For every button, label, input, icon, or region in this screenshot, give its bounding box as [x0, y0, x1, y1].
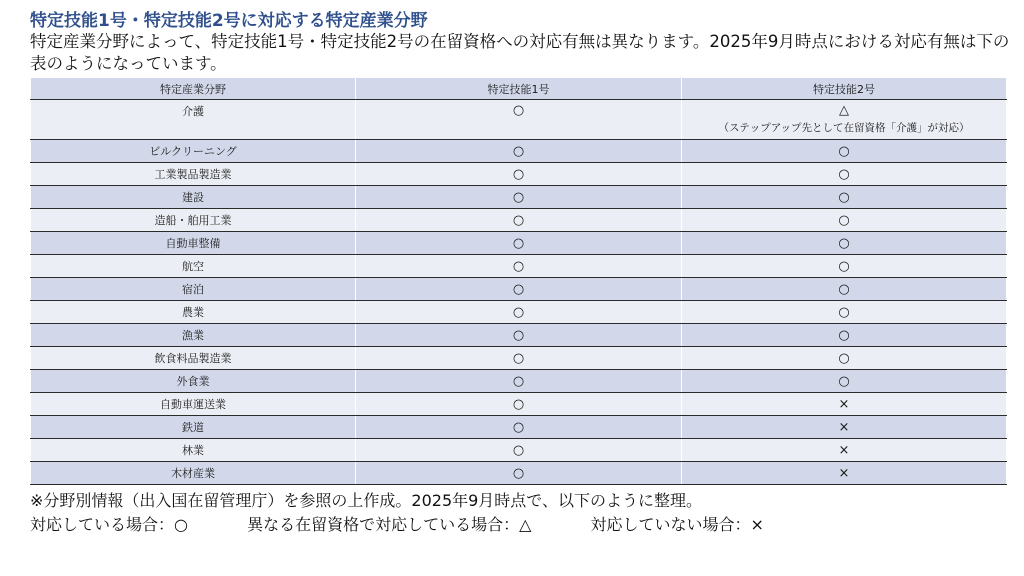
cell-t2: [682, 324, 1007, 347]
cell-t1: [356, 140, 682, 163]
cell-t1: [356, 324, 682, 347]
cell-t2: [682, 370, 1007, 393]
mark-t2: ○: [838, 258, 850, 274]
table-row: [31, 439, 1007, 462]
mark-t2: ○: [838, 304, 850, 320]
mark-t1: ○: [512, 419, 525, 435]
cell-t2: [682, 278, 1007, 301]
table-row: [31, 278, 1007, 301]
cell-t1: [356, 186, 682, 209]
cell-t1: [356, 462, 682, 485]
table-row: [31, 140, 1007, 163]
cell-t2: [682, 347, 1007, 370]
table-row: [31, 462, 1007, 485]
mark-t2: ○: [838, 281, 850, 297]
cell-field: 航空: [31, 255, 356, 278]
table-row: [31, 163, 1007, 186]
page-title: 特定技能1号・特定技能2号に対応する特定産業分野: [30, 11, 428, 31]
mark-t2: ○: [838, 143, 850, 159]
header-tokutei-1: 特定技能1号: [356, 78, 682, 100]
mark-t1: ○: [512, 189, 525, 205]
cell-t1: [356, 278, 682, 301]
mark-t2: ○: [838, 235, 850, 251]
cell-t1: [356, 209, 682, 232]
mark-t1: ○: [512, 235, 525, 251]
cell-t2: [682, 186, 1007, 209]
mark-t2: ○: [838, 327, 850, 343]
cell-t2: [682, 416, 1007, 439]
cell-t2: [682, 439, 1007, 462]
cell-t1: [356, 100, 682, 140]
intro-text: 特定産業分野によって、特定技能1号・特定技能2号の在留資格への対応有無は異なります。2025年9月時点における対応有無は下の表のようになっています。: [30, 32, 1010, 73]
table-row: [31, 255, 1007, 278]
cell-field: 介護: [31, 100, 356, 140]
cell-field: 農業: [31, 301, 356, 324]
mark-t2: ×: [838, 442, 850, 458]
cell-field: 外食業: [31, 370, 356, 393]
mark-t1: ○: [512, 281, 525, 297]
cell-t1: [356, 347, 682, 370]
mark-t2: ○: [838, 166, 850, 182]
cell-t2: [682, 209, 1007, 232]
mark-t2: ○: [838, 189, 850, 205]
mark-t1: ○: [512, 442, 525, 458]
mark-t1: ○: [512, 212, 525, 228]
cell-t1: [356, 416, 682, 439]
cell-t1: [356, 301, 682, 324]
table-row: [31, 416, 1007, 439]
cell-field: 宿泊: [31, 278, 356, 301]
mark-t2: ×: [838, 465, 850, 481]
table-row: [31, 100, 1007, 140]
mark-t1: ○: [512, 143, 525, 159]
cell-t2: [682, 462, 1007, 485]
mark-t1: ○: [512, 350, 525, 366]
mark-t2: △: [839, 103, 849, 118]
table-row: [31, 209, 1007, 232]
cell-t2: [682, 301, 1007, 324]
cell-field: ビルクリーニング: [31, 140, 356, 163]
table-row: [31, 324, 1007, 347]
table-row: [31, 393, 1007, 416]
mark-t2: ○: [838, 350, 850, 366]
legend-other-status: 異なる在留資格で対応している場合：△: [247, 515, 532, 534]
cell-t1: [356, 439, 682, 462]
mark-t2: ×: [838, 419, 850, 435]
mark-t1: ○: [512, 465, 525, 481]
cell-t1: [356, 163, 682, 186]
mark-t1: ○: [512, 373, 525, 389]
cell-field: 自動車整備: [31, 232, 356, 255]
cell-field: 木材産業: [31, 462, 356, 485]
table-row: [31, 370, 1007, 393]
cell-field: 飲食料品製造業: [31, 347, 356, 370]
cell-t2-note: （ステップアップ先として在留資格「介護」が対応）: [718, 122, 970, 134]
cell-t1: [356, 370, 682, 393]
table-row: [31, 232, 1007, 255]
table-row: [31, 301, 1007, 324]
legend: [30, 513, 1010, 537]
cell-t1: [356, 255, 682, 278]
mark-t2: ×: [838, 396, 850, 412]
legend-unsupported: 対応していない場合：×: [590, 515, 764, 534]
mark-t1: ○: [512, 304, 525, 320]
table-header-row: [31, 78, 1007, 100]
cell-t2: [682, 163, 1007, 186]
cell-field: 林業: [31, 439, 356, 462]
cell-field: 造船・舶用工業: [31, 209, 356, 232]
cell-field: 鉄道: [31, 416, 356, 439]
mark-t2: ○: [838, 212, 850, 228]
cell-field: 自動車運送業: [31, 393, 356, 416]
footer: [30, 489, 1010, 537]
cell-t1: [356, 393, 682, 416]
table-row: [31, 186, 1007, 209]
cell-t2: [682, 393, 1007, 416]
header-tokutei-2: 特定技能2号: [682, 78, 1007, 100]
field-table: [30, 78, 1007, 485]
cell-t2: [682, 232, 1007, 255]
table-row: [31, 347, 1007, 370]
mark-t1: ○: [512, 327, 525, 343]
mark-t1: ○: [512, 166, 525, 182]
cell-t1: [356, 232, 682, 255]
cell-t2: [682, 255, 1007, 278]
cell-field: 漁業: [31, 324, 356, 347]
footer-note: ※分野別情報（出入国在留管理庁）を参照の上作成。2025年9月時点で、以下のように整理。: [30, 491, 702, 510]
legend-supported: 対応している場合：○: [30, 515, 188, 534]
cell-field: 工業製品製造業: [31, 163, 356, 186]
mark-t1: ○: [512, 103, 525, 118]
cell-t2: [682, 140, 1007, 163]
mark-t1: ○: [512, 396, 525, 412]
mark-t2: ○: [838, 373, 850, 389]
cell-t2: [682, 100, 1007, 140]
cell-field: 建設: [31, 186, 356, 209]
mark-t1: ○: [512, 258, 525, 274]
header-field: 特定産業分野: [31, 78, 356, 100]
